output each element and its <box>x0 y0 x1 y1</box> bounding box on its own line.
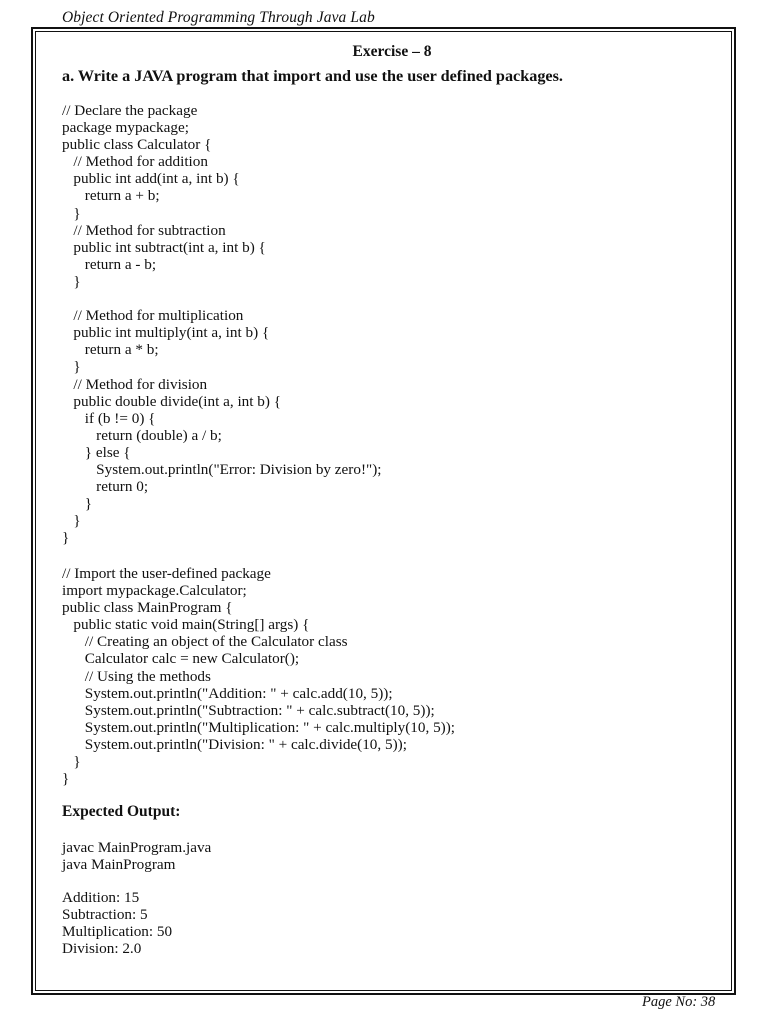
code-line: // Method for multiplication <box>62 307 244 325</box>
output-line: Addition: 15 <box>62 889 140 906</box>
code-line: // Creating an object of the Calculator class <box>62 633 348 651</box>
code-line: // Method for addition <box>62 153 208 171</box>
code-line: Calculator calc = new Calculator(); <box>62 650 300 668</box>
code-line: return a - b; <box>62 255 157 273</box>
code-block-calculator <box>62 102 381 546</box>
code-line: System.out.println("Subtraction: " + calc.subtract(10, 5)); <box>62 701 435 719</box>
command-line: javac MainProgram.java <box>62 839 212 856</box>
code-line: } <box>62 358 81 376</box>
code-line: } else { <box>62 443 131 461</box>
code-line: return (double) a / b; <box>62 426 222 444</box>
code-line: // Declare the package <box>62 102 198 119</box>
code-line: public double divide(int a, int b) { <box>62 392 282 410</box>
code-line: // Method for division <box>62 375 208 393</box>
code-line: // Import the user-defined package <box>62 565 271 582</box>
code-line: } <box>62 753 81 771</box>
code-line: public class Calculator { <box>62 136 212 154</box>
code-line: public class MainProgram { <box>62 599 233 617</box>
page-number: Page No: 38 <box>642 994 716 1010</box>
code-line: } <box>62 495 93 513</box>
code-line: } <box>62 770 70 788</box>
code-line: return a * b; <box>62 341 159 359</box>
code-line: public int multiply(int a, int b) { <box>62 324 270 342</box>
code-line: System.out.println("Division: " + calc.divide(10, 5)); <box>62 735 407 753</box>
code-line: // Using the methods <box>62 667 211 685</box>
code-line: if (b != 0) { <box>62 409 156 427</box>
code-block-main-program <box>62 565 455 787</box>
code-line: } <box>62 272 81 290</box>
code-line: System.out.println("Multiplication: " + calc.multiply(10, 5)); <box>62 718 456 736</box>
expected-output-heading: Expected Output: <box>62 803 181 820</box>
code-line: } <box>62 204 81 222</box>
command-line: java MainProgram <box>62 856 176 874</box>
running-header: Object Oriented Programming Through Java Lab <box>62 9 375 26</box>
code-line: // Method for subtraction <box>62 221 226 239</box>
code-line: public static void main(String[] args) { <box>62 616 310 634</box>
code-line: import mypackage.Calculator; <box>62 582 247 600</box>
output-line: Division: 2.0 <box>62 940 142 958</box>
question-text: a. Write a JAVA program that import and use the user defined packages. <box>62 67 563 85</box>
output-line: Subtraction: 5 <box>62 906 148 924</box>
code-line: System.out.println("Error: Division by zero!"); <box>62 460 382 478</box>
code-line: } <box>62 529 70 547</box>
exercise-title: Exercise – 8 <box>352 43 432 60</box>
code-line: public int add(int a, int b) { <box>62 170 240 188</box>
code-line: return 0; <box>62 478 149 496</box>
code-line <box>62 290 381 307</box>
output-results <box>62 889 172 957</box>
code-line: public int subtract(int a, int b) { <box>62 238 266 256</box>
output-line: Multiplication: 50 <box>62 923 173 941</box>
code-line: System.out.println("Addition: " + calc.add(10, 5)); <box>62 684 393 702</box>
code-line: } <box>62 512 81 530</box>
command-lines <box>62 839 211 873</box>
code-line: package mypackage; <box>62 119 189 137</box>
code-line: return a + b; <box>62 187 160 205</box>
